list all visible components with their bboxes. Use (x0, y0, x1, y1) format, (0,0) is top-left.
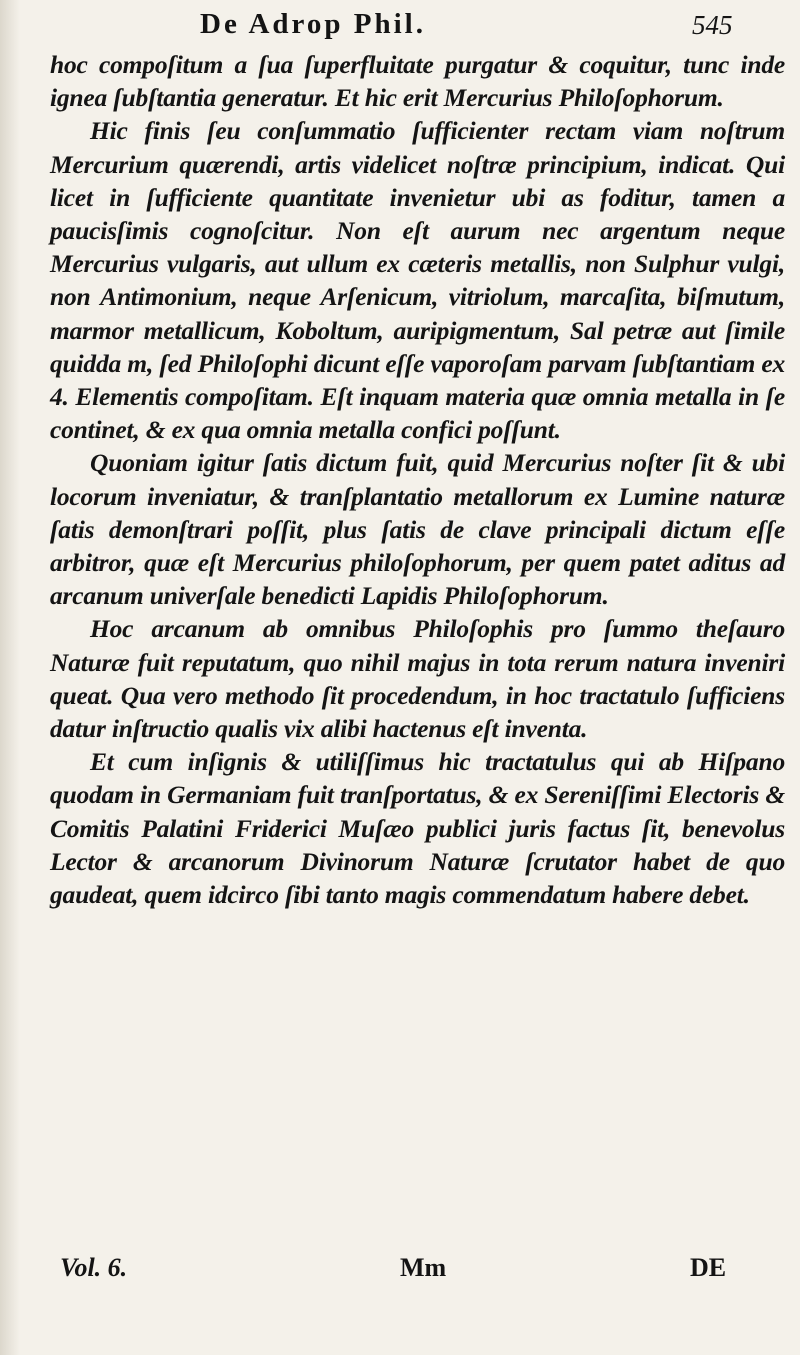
paragraph: Hic finis ſeu conſummatio ſufficienter rectam viam noſtrum Mercurium quærendi, artis videlicet noſtræ principium, indicat. Qui licet in ſufficiente quantitate invenietur ubi as foditur, tamen a paucisſimis cognoſcitur. Non eſt aurum nec argentum neque Mercurius vulgaris, aut ullum ex cæteris metallis, non Sulphur vulgi, non Antimonium, neque Arſenicum, vitriolum, marcaſita, biſmutum, marmor metallicum, Koboltum, auripigmentum, Sal petræ aut ſimile quidda m, ſed Philoſophi dicunt eſſe vaporoſam parvam ſubſtantiam ex 4. Elementis compoſitam. Eſt inquam materia quæ omnia metalla in ſe continet, & ex qua omnia metalla confici poſſunt. (50, 116, 785, 445)
running-title: De Adrop Phil. (200, 8, 426, 40)
body-text (50, 48, 785, 911)
volume-mark: Vol. 6. (60, 1253, 128, 1282)
page-gutter-shadow (0, 0, 20, 1355)
paragraph: hoc compoſitum a ſua ſuperfluitate purgatur & coquitur, tunc inde ignea ſubſtantia generatur. Et hic erit Mercurius Philoſophorum. (50, 50, 785, 113)
page-header (0, 8, 800, 44)
page-number: 545 (692, 10, 733, 40)
catchword: DE (690, 1253, 727, 1282)
paragraph: Quoniam igitur ſatis dictum fuit, quid Mercurius noſter ſit & ubi locorum inveniatur, & tranſplantatio metallorum ex Lumine naturæ ſatis demonſtrari poſſit, plus ſatis de clave principali dictum eſſe arbitror, quæ eſt Mercurius philoſophorum, per quem patet aditus ad arcanum univerſale benedicti Lapidis Philoſophorum. (50, 448, 785, 611)
paragraph: Hoc arcanum ab omnibus Philoſophis pro ſummo theſauro Naturæ fuit reputatum, quo nihil majus in tota rerum natura inveniri queat. Qua vero methodo ſit procedendum, in hoc tractatulo ſufficiens datur inſtructio qualis vix alibi hactenus eſt inventa. (50, 614, 785, 744)
paragraph: Et cum inſignis & utiliſſimus hic tractatulus qui ab Hiſpano quodam in Germaniam fuit tranſportatus, & ex Sereniſſimi Electoris & Comitis Palatini Friderici Muſæo publici juris factus ſit, benevolus Lector & arcanorum Divinorum Naturæ ſcrutator habet de quo gaudeat, quem idcirco ſibi tanto magis commendatum habere debet. (50, 747, 785, 910)
signature-mark: Mm (400, 1253, 447, 1282)
page-footer (0, 1253, 800, 1293)
